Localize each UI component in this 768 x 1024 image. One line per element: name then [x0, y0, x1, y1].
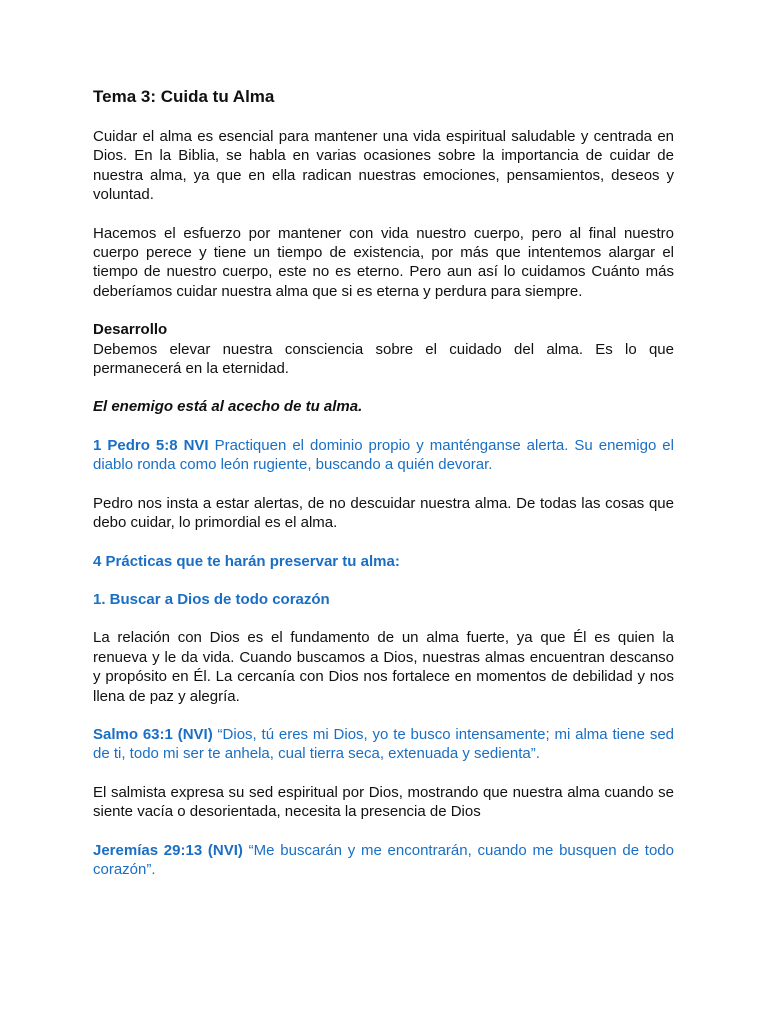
practices-heading: 4 Prácticas que te harán preservar tu alma: [93, 552, 400, 570]
verse-text: “Dios, tú eres mi Dios, yo te busco intensamente; mi alma tiene sed de ti, todo mi ser te anhela, cual tierra seca, extenuada y sedienta”. [93, 725, 674, 763]
enemy-heading: El enemigo está al acecho de tu alma. [93, 398, 363, 416]
document-page [93, 86, 674, 879]
verse-1-pedro [93, 436, 674, 475]
body-paragraph-salmista: El salmista expresa su sed espiritual por Dios, mostrando que nuestra alma cuando se siente vacía o desorientada, necesita la presencia de Dios [93, 783, 674, 821]
verse-reference: 1 Pedro 5:8 NVI [93, 436, 209, 454]
verse-jeremias [93, 841, 674, 880]
desarrollo-paragraph: Debemos elevar nuestra consciencia sobre el cuidado del alma. Es lo que permanecerá en la eternidad. [93, 340, 674, 378]
body-paragraph-pedro: Pedro nos insta a estar alertas, de no descuidar nuestra alma. De todas las cosas que debo cuidar, lo primordial es el alma. [93, 494, 674, 532]
verse-reference: Jeremías 29:13 (NVI) [93, 841, 243, 859]
desarrollo-heading: Desarrollo [93, 321, 168, 339]
verse-text: “Me buscarán y me encontrarán, cuando me busquen de todo corazón”. [93, 841, 674, 878]
verse-text: Practiquen el dominio propio y manténganse alerta. Su enemigo el diablo ronda como león rugiente, buscando a quién devorar. [93, 436, 674, 474]
verse-reference: Salmo 63:1 (NVI) [93, 725, 213, 743]
body-paragraph-cuerpo: Hacemos el esfuerzo por mantener con vida nuestro cuerpo, pero al final nuestro cuerpo perece y tiene un tiempo de existencia, por más que intentemos alargar el tiempo de nuestro cuerpo, este no es eterno. Pero aun así lo cuidamos Cuánto más deberíamos cuidar nuestra alma que si es eterna y perdura para siempre. [93, 224, 674, 300]
document-title: Tema 3: Cuida tu Alma [93, 87, 275, 106]
body-paragraph-relacion: La relación con Dios es el fundamento de un alma fuerte, ya que Él es quien la renueva y le da vida. Cuando buscamos a Dios, nuestras almas encuentran descanso y propósito en Él. La cercanía con Dios nos fortalece en momentos de debilidad y nos llena de paz y alegría. [93, 629, 674, 705]
intro-paragraph: Cuidar el alma es esencial para mantener una vida espiritual saludable y centrada en Dios. En la Biblia, se habla en varias ocasiones sobre la importancia de cuidar de nuestra alma, ya que en ella radican nuestras emociones, pensamientos, deseos y voluntad. [93, 128, 674, 204]
verse-salmo [93, 725, 674, 764]
practice-1-heading: 1. Buscar a Dios de todo corazón [93, 590, 330, 608]
